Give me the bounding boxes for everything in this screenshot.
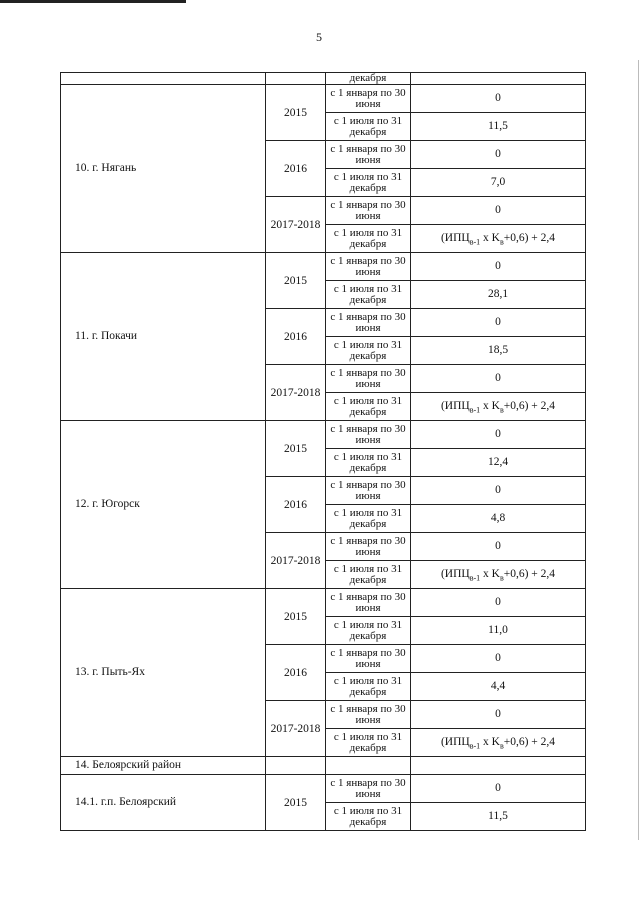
year-cell: 2017-2018: [266, 197, 326, 253]
value-cell: 0: [411, 645, 586, 673]
period-cell: с 1 июля по 31 декабря: [326, 505, 411, 533]
scan-edge: [638, 60, 639, 840]
value-cell: 7,0: [411, 169, 586, 197]
municipality-name: 12. г. Югорск: [61, 421, 266, 589]
period-cell: с 1 января по 30 июня: [326, 421, 411, 449]
value-cell: 0: [411, 197, 586, 225]
period-cell: декабря: [326, 73, 411, 85]
period-cell: с 1 июля по 31 декабря: [326, 449, 411, 477]
table-row: [61, 73, 586, 85]
value-cell: 11,5: [411, 803, 586, 831]
value-cell: 11,0: [411, 617, 586, 645]
value-cell: 0: [411, 421, 586, 449]
value-cell: 18,5: [411, 337, 586, 365]
value-cell: 0: [411, 141, 586, 169]
period-cell: с 1 января по 30 июня: [326, 197, 411, 225]
value-cell: 0: [411, 589, 586, 617]
year-cell: 2017-2018: [266, 365, 326, 421]
year-cell: 2015: [266, 421, 326, 477]
municipality-name: 14.1. г.п. Белоярский: [61, 775, 266, 831]
page-number: 5: [316, 30, 322, 44]
period-cell: с 1 января по 30 июня: [326, 309, 411, 337]
formula: ($ИПЦ_{в-1}$ x $K_в+0,6) + 2,4$: [440, 400, 556, 415]
period-cell: с 1 июля по 31 декабря: [326, 113, 411, 141]
period-cell: с 1 июля по 31 декабря: [326, 337, 411, 365]
value-cell: [411, 225, 586, 253]
period-cell: с 1 июля по 31 декабря: [326, 561, 411, 589]
value-cell: [411, 561, 586, 589]
table-row: [61, 85, 586, 113]
period-cell: с 1 января по 30 июня: [326, 85, 411, 113]
section-row: [61, 757, 586, 775]
formula: ($ИПЦ_{в-1}$ x $K_в+0,6) + 2,4$: [440, 736, 556, 751]
name-cell: [61, 73, 266, 85]
section-title: 14. Белоярский район: [61, 757, 266, 775]
value-cell: 0: [411, 309, 586, 337]
formula-subscript: в: [499, 573, 504, 583]
value-cell: 0: [411, 701, 586, 729]
year-cell: 2016: [266, 645, 326, 701]
municipality-name: 13. г. Пыть-Ях: [61, 589, 266, 757]
value-cell: 28,1: [411, 281, 586, 309]
period-cell: с 1 января по 30 июня: [326, 533, 411, 561]
formula: ($ИПЦ_{в-1}$ x $K_в+0,6) + 2,4$: [440, 232, 556, 247]
value-cell: [411, 757, 586, 775]
value-cell: 0: [411, 85, 586, 113]
table-row: [61, 253, 586, 281]
period-cell: с 1 июля по 31 декабря: [326, 617, 411, 645]
period-cell: с 1 января по 30 июня: [326, 645, 411, 673]
table-row: [61, 775, 586, 803]
formula: ($ИПЦ_{в-1}$ x $K_в+0,6) + 2,4$: [440, 568, 556, 583]
period-cell: с 1 июля по 31 декабря: [326, 225, 411, 253]
period-cell: с 1 января по 30 июня: [326, 365, 411, 393]
period-cell: с 1 января по 30 июня: [326, 701, 411, 729]
year-cell: 2016: [266, 309, 326, 365]
period-cell: с 1 июля по 31 декабря: [326, 393, 411, 421]
top-rule: [0, 0, 186, 3]
period-cell: с 1 июля по 31 декабря: [326, 729, 411, 757]
year-cell: 2015: [266, 253, 326, 309]
table-row: [61, 589, 586, 617]
value-cell: [411, 73, 586, 85]
value-cell: 0: [411, 533, 586, 561]
period-cell: с 1 июля по 31 декабря: [326, 803, 411, 831]
formula-subscript: в-1: [469, 573, 481, 583]
period-cell: с 1 января по 30 июня: [326, 141, 411, 169]
period-cell: с 1 января по 30 июня: [326, 589, 411, 617]
formula-subscript: в: [499, 741, 504, 751]
formula-subscript: в-1: [469, 405, 481, 415]
value-cell: 0: [411, 775, 586, 803]
year-cell: 2015: [266, 589, 326, 645]
year-cell: [266, 73, 326, 85]
year-cell: 2015: [266, 775, 326, 831]
year-cell: 2016: [266, 477, 326, 533]
period-cell: с 1 июля по 31 декабря: [326, 281, 411, 309]
municipality-name: 11. г. Покачи: [61, 253, 266, 421]
value-cell: 12,4: [411, 449, 586, 477]
value-cell: [411, 393, 586, 421]
formula-subscript: в: [499, 237, 504, 247]
period-cell: с 1 июля по 31 декабря: [326, 169, 411, 197]
period-cell: с 1 июля по 31 декабря: [326, 673, 411, 701]
municipality-name: 10. г. Нягань: [61, 85, 266, 253]
year-cell: 2016: [266, 141, 326, 197]
year-cell: 2017-2018: [266, 701, 326, 757]
value-cell: 0: [411, 477, 586, 505]
value-cell: [411, 729, 586, 757]
period-cell: с 1 января по 30 июня: [326, 253, 411, 281]
value-cell: 11,5: [411, 113, 586, 141]
value-cell: 0: [411, 253, 586, 281]
value-cell: 4,4: [411, 673, 586, 701]
year-cell: [266, 757, 326, 775]
formula-subscript: в-1: [469, 741, 481, 751]
year-cell: 2015: [266, 85, 326, 141]
formula-subscript: в: [499, 405, 504, 415]
tariff-table: [60, 72, 586, 831]
value-cell: 4,8: [411, 505, 586, 533]
year-cell: 2017-2018: [266, 533, 326, 589]
period-cell: с 1 января по 30 июня: [326, 775, 411, 803]
table-row: [61, 421, 586, 449]
formula-subscript: в-1: [469, 237, 481, 247]
period-cell: с 1 января по 30 июня: [326, 477, 411, 505]
period-cell: [326, 757, 411, 775]
value-cell: 0: [411, 365, 586, 393]
